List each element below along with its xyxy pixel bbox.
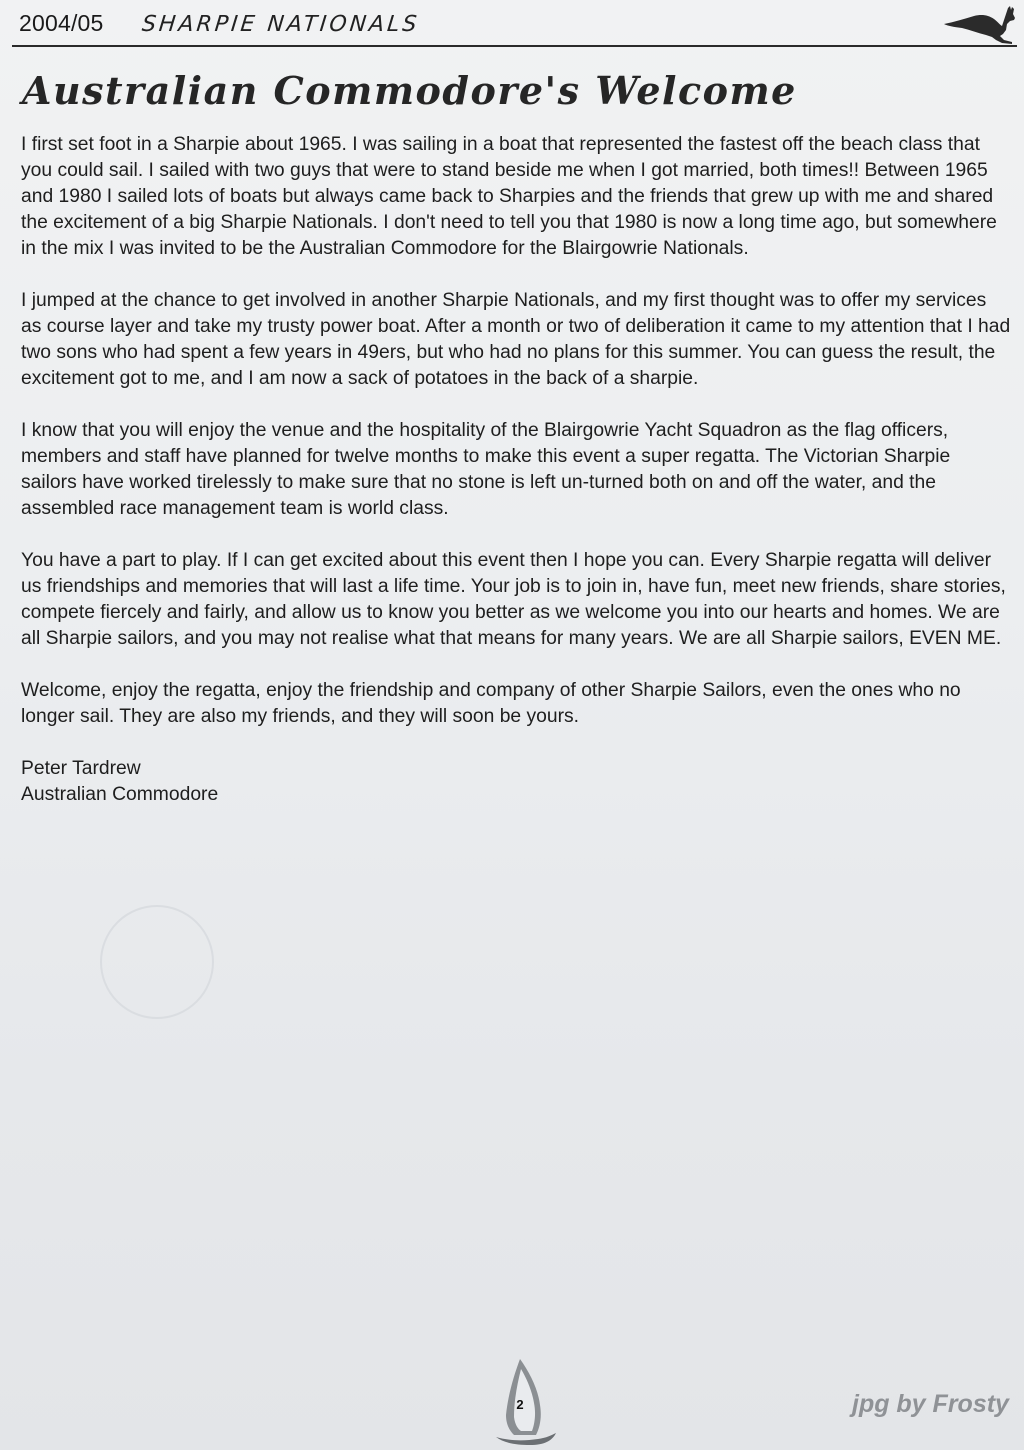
- header-divider: [12, 45, 1017, 47]
- paragraph: You have a part to play. If I can get excited about this event then I hope you can. Every Sharpie regatta will deliver us friendships and memories that will last a life time. Your job is to join in, have fun, meet new friends, share stories, compete fiercely and fairly, and allow us to know you better as we welcome you into our hearts and homes. We are all Sharpie sailors, and you may not realise what that means for many years. We are all Sharpie sailors, EVEN ME.: [21, 550, 1006, 649]
- signature-block: [21, 756, 1011, 808]
- paragraph: I know that you will enjoy the venue and the hospitality of the Blairgowrie Yacht Squadron as the flag officers, members and staff have planned for twelve months to make this event a super regatta. The Victorian Sharpie sailors have worked tirelessly to make sure that no stone is left un-turned both on and off the water, and the assembled race management team is world class.: [21, 420, 951, 519]
- watermark-credit: jpg by Frosty: [852, 1390, 1009, 1418]
- header-event-title: SHARPIE NATIONALS: [140, 12, 421, 37]
- page-title: Australian Commodore's Welcome: [22, 68, 797, 113]
- show-through-text: [300, 900, 304, 917]
- paragraph: Welcome, enjoy the regatta, enjoy the friendship and company of other Sharpie Sailors, even the ones who no longer sail. They are also my friends, and they will soon be yours.: [21, 680, 961, 727]
- header-year: 2004/05: [19, 10, 104, 36]
- paragraph: I first set foot in a Sharpie about 1965. I was sailing in a boat that represented the fastest off the beach class that you could sail. I sailed with two guys that were to stand beside me when I got married, both times!! Between 1965 and 1980 I sailed lots of boats but always came back to Sharpies and the friends that grew up with me and shared the excitement of a big Sharpie Nationals. I don't need to tell you that 1980 is now a long time ago, but somewhere in the mix I was invited to be the Australian Commodore for the Blairgowrie Nationals.: [21, 134, 997, 259]
- paragraph: I jumped at the chance to get involved in another Sharpie Nationals, and my first thought was to offer my services as course layer and take my trusty power boat. After a month or two of deliberation it came to my attention that I had two sons who had spent a few years in 49ers, but who had no plans for this summer. You can guess the result, the excitement got to me, and I am now a sack of potatoes in the back of a sharpie.: [21, 290, 1011, 389]
- signature-name: Peter Tardrew: [21, 758, 141, 779]
- page-number: 2: [516, 1397, 524, 1412]
- show-through-emblem: [100, 905, 214, 1019]
- signature-role: Australian Commodore: [21, 784, 219, 805]
- letter-body: [21, 132, 1011, 808]
- kangaroo-icon: [940, 2, 1020, 46]
